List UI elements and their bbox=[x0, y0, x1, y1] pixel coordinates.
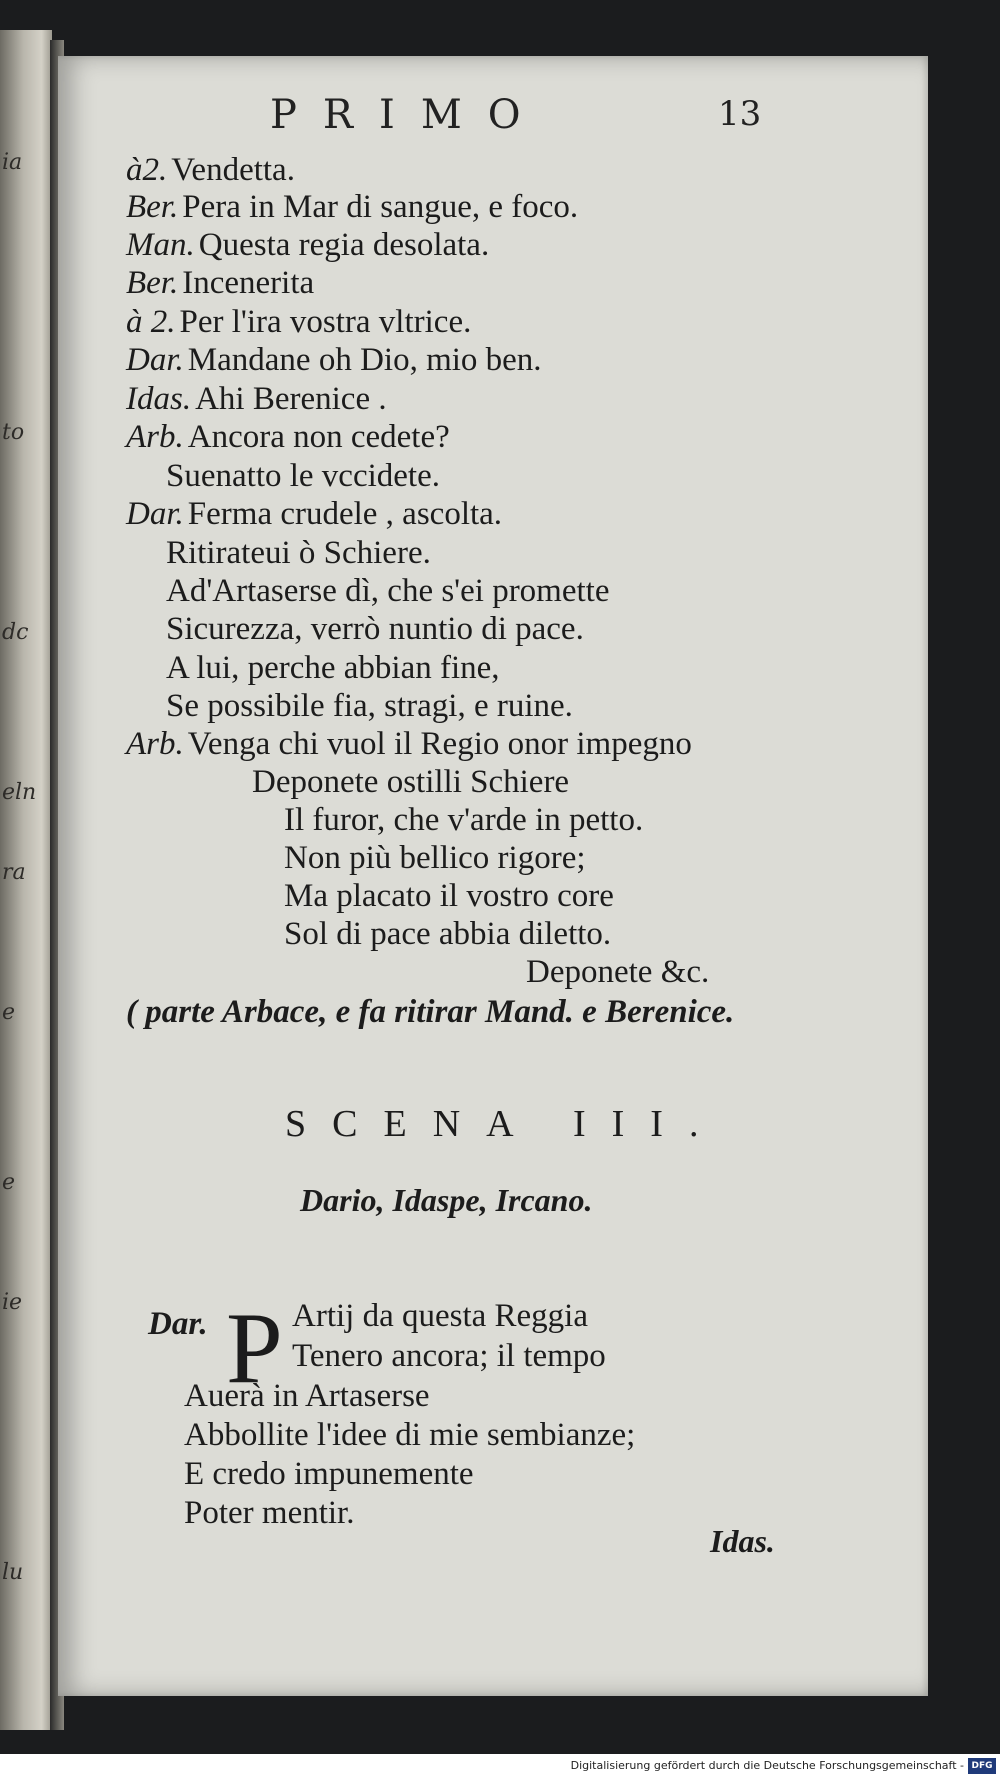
bleed-through-mark: ie bbox=[2, 1290, 23, 1315]
scene-persons: Dario, Idaspe, Ircano. bbox=[300, 1182, 593, 1218]
verse-line bbox=[126, 498, 502, 531]
verse-line bbox=[126, 267, 314, 300]
verse-text: Pera in Mar di sangue, e foco. bbox=[182, 189, 579, 225]
speaker-label: Man. bbox=[126, 227, 195, 263]
verse-text: Poter mentir. bbox=[184, 1495, 355, 1531]
catchword: Idas. bbox=[710, 1523, 775, 1559]
verse-text: Abbollite l'idee di mie sembianze; bbox=[184, 1417, 636, 1453]
footer-credit: Digitalisierung gefördert durch die Deutsche Forschungsgemeinschaft - bbox=[570, 1759, 964, 1772]
verse-line bbox=[126, 421, 450, 454]
verse-text: Mandane oh Dio, mio ben. bbox=[187, 342, 542, 378]
dfg-logo-icon[interactable]: DFG bbox=[968, 1758, 996, 1774]
bleed-through-mark: dc bbox=[2, 620, 29, 645]
digitization-footer bbox=[0, 1754, 1000, 1780]
verse-text: Auerà in Artaserse bbox=[184, 1378, 430, 1414]
bleed-through-mark: to bbox=[2, 420, 25, 445]
verse-text: Non più bellico rigore; bbox=[284, 840, 586, 876]
scene-title: SCENA III. bbox=[285, 1103, 725, 1145]
verse-text: Suenatto le vccidete. bbox=[166, 458, 440, 494]
speaker-label: Dar. bbox=[126, 342, 184, 378]
verse-line bbox=[184, 1458, 474, 1491]
verse-text: Artij da questa Reggia bbox=[292, 1298, 589, 1334]
speaker-label: Arb. bbox=[126, 419, 184, 455]
verse-text: Sol di pace abbia diletto. bbox=[284, 916, 612, 952]
verse-text: Ad'Artaserse dì, che s'ei promette bbox=[166, 573, 610, 609]
verse-text: Tenero ancora; il tempo bbox=[292, 1338, 606, 1374]
verse-text: Se possibile fia, stragi, e ruine. bbox=[166, 688, 573, 724]
verse-line bbox=[126, 229, 489, 262]
verse-text: Sicurezza, verrò nuntio di pace. bbox=[166, 611, 584, 647]
speaker-label: Ber. bbox=[126, 265, 179, 301]
verse-line bbox=[166, 690, 573, 723]
verse-line bbox=[184, 1419, 635, 1452]
verse-line bbox=[292, 1340, 606, 1373]
verse-text: A lui, perche abbian fine, bbox=[166, 650, 500, 686]
verse-text: Incenerita bbox=[182, 265, 315, 301]
verse-line bbox=[126, 306, 471, 339]
verse-text: Questa regia desolata. bbox=[198, 227, 490, 263]
bleed-through-mark: e bbox=[2, 1170, 16, 1195]
verse-line bbox=[126, 344, 542, 377]
verse-line bbox=[184, 1497, 354, 1530]
speaker-label: à 2. bbox=[126, 304, 176, 340]
verse-line bbox=[166, 613, 584, 646]
bleed-through-mark: e bbox=[2, 1000, 16, 1025]
verse-text: Ferma crudele , ascolta. bbox=[187, 496, 503, 532]
verse-text: Vendetta. bbox=[171, 152, 295, 188]
verse-line bbox=[166, 652, 500, 685]
verse-line bbox=[166, 537, 431, 570]
verse-line bbox=[126, 728, 692, 761]
verse-text: Il furor, che v'arde in petto. bbox=[284, 802, 644, 838]
verse-line bbox=[284, 918, 611, 951]
verse-text: Venga chi vuol il Regio onor impegno bbox=[187, 726, 692, 762]
speaker-label: Arb. bbox=[126, 726, 184, 762]
verse-line bbox=[284, 880, 614, 913]
verse-line bbox=[184, 1380, 430, 1413]
verse-text: E credo impunemente bbox=[184, 1456, 474, 1492]
verse-text: Ritirateui ò Schiere. bbox=[166, 535, 431, 571]
verse-line bbox=[126, 191, 578, 224]
verse-line bbox=[126, 154, 295, 187]
page-number: 13 bbox=[718, 94, 762, 134]
speaker-label: Idas. bbox=[126, 381, 192, 417]
verse-line bbox=[292, 1300, 588, 1333]
speaker-label: à2. bbox=[126, 152, 168, 188]
verse-text: Ancora non cedete? bbox=[187, 419, 450, 455]
verse-line bbox=[284, 842, 586, 875]
bleed-through-mark: ra bbox=[2, 860, 26, 885]
verse-line bbox=[284, 804, 643, 837]
verse-text: Per l'ira vostra vltrice. bbox=[179, 304, 472, 340]
drop-cap: P bbox=[226, 1292, 283, 1405]
speaker-label: Ber. bbox=[126, 189, 179, 225]
bleed-through-mark: lu bbox=[2, 1560, 24, 1585]
stage-direction: ( parte Arbace, e fa ritirar Mand. e Berenice. bbox=[126, 994, 735, 1030]
verse-line bbox=[166, 460, 440, 493]
verse-line bbox=[126, 383, 387, 416]
verse-text: Ahi Berenice . bbox=[195, 381, 387, 417]
verse-text: Deponete &c. bbox=[526, 954, 710, 990]
verse-line bbox=[252, 766, 569, 799]
speaker-label: Dar. bbox=[148, 1306, 208, 1342]
verse-line bbox=[166, 575, 610, 608]
verse-text: Deponete ostilli Schiere bbox=[252, 764, 570, 800]
verse-line bbox=[526, 956, 709, 989]
bleed-through-mark: ia bbox=[2, 150, 23, 175]
verse-text: Ma placato il vostro core bbox=[284, 878, 614, 914]
verse-line bbox=[148, 1308, 208, 1341]
bleed-through-mark: eln bbox=[2, 780, 37, 805]
speaker-label: Dar. bbox=[126, 496, 184, 532]
running-header: PRIMO bbox=[270, 92, 547, 138]
